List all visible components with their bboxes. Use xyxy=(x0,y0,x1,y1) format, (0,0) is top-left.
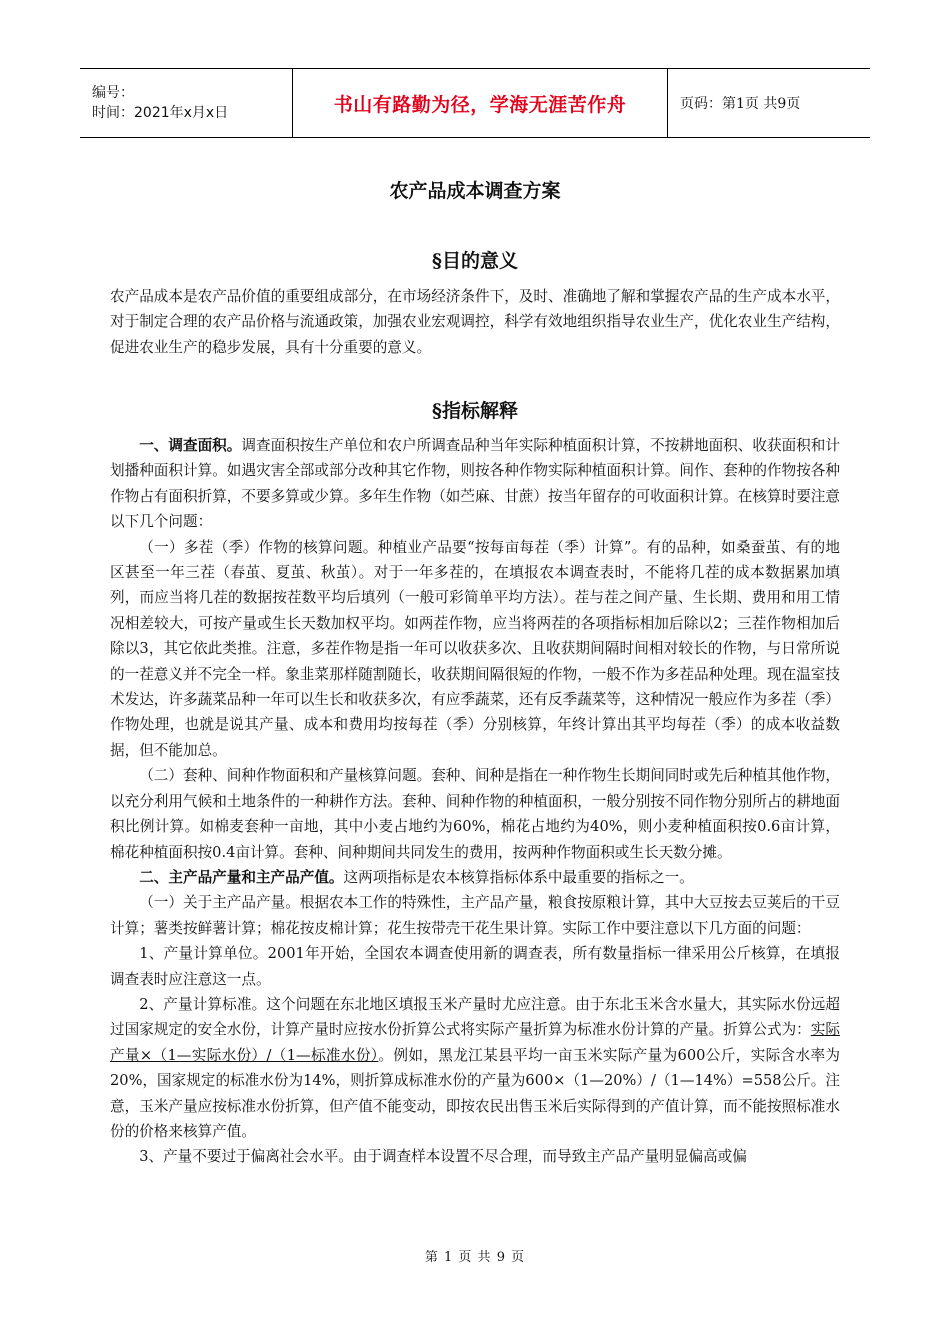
header-motto xyxy=(293,69,668,137)
header-number-label: 编号： xyxy=(92,85,134,101)
purpose-paragraph: 农产品成本是农产品价值的重要组成部分，在市场经济条件下，及时、准确地了解和掌握农产品的生产成本水平，对于制定合理的农产品价格与流通政策，加强农业宏观调控，科学有效地组织指导农业生产，优化农业生产结构，促进农业生产的稳步发展，具有十分重要的意义。 xyxy=(110,288,840,356)
paragraph-multi-crop: （一）多茬（季）作物的核算问题。种植业产品要“按每亩每茬（季）计算”。有的品种，如桑蚕茧、有的地区甚至一年三茬（春茧、夏茧、秋茧）。对于一年多茬的，在填报农本调查表时，不能将几茬的成本数据累加填列，而应当将几茬的数据按茬数平均后填列（一般可彩简单平均方法）。茬与茬之间产量、生长期、费用和用工情况相差较大，可按产量或生长天数加权平均。如两茬作物，应当将两茬的各项指标相加后除以2；三茬作物相加后除以3，其它依此类推。注意，多茬作物是指一年可以收获多次、且收获期间隔时间相对较长的作物，与日常所说的一茬意义并不完全一样。象韭菜那样随割随长，收获期间隔很短的作物，一般不作为多茬品种处理。现在温室技术发达，许多蔬菜品种一年可以生长和收获多次，有应季蔬菜，还有反季蔬菜等，这种情况一般应作为多茬（季）作物处理，也就是说其产量、成本和费用均按每茬（季）分别核算，年终计算出其平均每茬（季）的成本收益数据，但不能加总。 xyxy=(110,538,840,759)
conversion-formula: 实际产量×（1—实际水份）/（1—标准水份） xyxy=(110,1021,840,1064)
survey-area-text: 调查面积按生产单位和农户所调查品种当年实际种植面积计算，不按耕地面积、收获面积和计划播种面积计算。如遇灾害全部或部分改种其它作物，则按各种作物实际种植面积计算。间作、套种的作物按各种作物占有面积折算，不要多算或少算。多年生作物（如苎麻、甘蔗）按当年留存的可收面积计算。在核算时要注意以下几个问题： xyxy=(110,437,840,531)
page-header xyxy=(80,68,870,138)
main-product-text: 这两项指标是农本核算指标体系中最重要的指标之一。 xyxy=(343,868,694,886)
paragraph-intercrop: （二）套种、间种作物面积和产量核算问题。套种、间种是指在一种作物生长期间同时或先后种植其他作物，以充分利用气候和土地条件的一种耕作方法。套种、间种作物的种植面积，一般分别按不同作物分别所占的耕地面积比例计算。如棉麦套种一亩地，其中小麦占地约为60%，棉花占地约为40%，则小麦种植面积按0.6亩计算，棉花种植面积按0.4亩计算。套种、间种期间共同发生的费用，按两种作物面积或生长天数分摊。 xyxy=(110,767,840,861)
section-body-indicators xyxy=(110,433,840,1170)
paragraph-main-output: （一）关于主产品产量。根据农本工作的特殊性，主产品产量，粮食按原粮计算，其中大豆按去豆荚后的干豆计算；薯类按鲜薯计算；棉花按皮棉计算；花生按带壳干花生果计算。实际工作中要注意以下几方面的问题： xyxy=(110,894,840,937)
paragraph-unit: 1、产量计算单位。2001年开始，全国农本调查使用新的调查表，所有数量指标一律采用公斤核算，在填报调查表时应注意这一点。 xyxy=(110,945,840,988)
paragraph-main-product xyxy=(110,865,840,890)
header-motto-text: 书山有路勤为径，学海无涯苦作舟 xyxy=(333,93,627,116)
section-body-purpose xyxy=(110,284,840,360)
standard-text-a: 2、产量计算标准。这个问题在东北地区填报玉米产量时尤应注意。由于东北玉米含水量大，其实际水份远超过国家规定的安全水份，计算产量时应按水份折算公式将实际产量折算为标准水份计算的产量。折算公式为： xyxy=(110,995,840,1039)
paragraph-deviation: 3、产量不要过于偏离社会水平。由于调查样本设置不尽合理，而导致主产品产量明显偏高或偏 xyxy=(139,1148,747,1166)
main-product-lead: 二、主产品产量和主产品产值。 xyxy=(139,868,344,886)
page-footer: 第 1 页 共 9 页 xyxy=(424,1250,526,1265)
paragraph-survey-area xyxy=(110,433,840,535)
section-heading-purpose: §目的意义 xyxy=(432,250,518,272)
section-heading-indicators: §指标解释 xyxy=(432,400,518,422)
survey-area-lead: 一、调查面积。 xyxy=(139,437,242,454)
header-meta xyxy=(80,69,293,137)
header-page-info xyxy=(668,69,800,137)
header-time-label: 时间：2021年x月x日 xyxy=(92,105,229,121)
header-page-info-text: 页码：第1页 共9页 xyxy=(680,96,801,112)
standard-text-b: 。例如，黑龙江某县平均一亩玉米实际产量为600公斤，实际含水率为20%，国家规定的标准水份为14%，则折算成标准水份的产量为600×（1—20%）/（1—14%）=558公斤。注意，玉米产量应按标准水份折算，但产值不能变动，即按农民出售玉米后实际得到的产值计算，而不能按照标准水份的价格来核算产值。 xyxy=(110,1046,841,1140)
paragraph-standard xyxy=(110,992,840,1144)
document-title: 农产品成本调查方案 xyxy=(389,180,561,202)
